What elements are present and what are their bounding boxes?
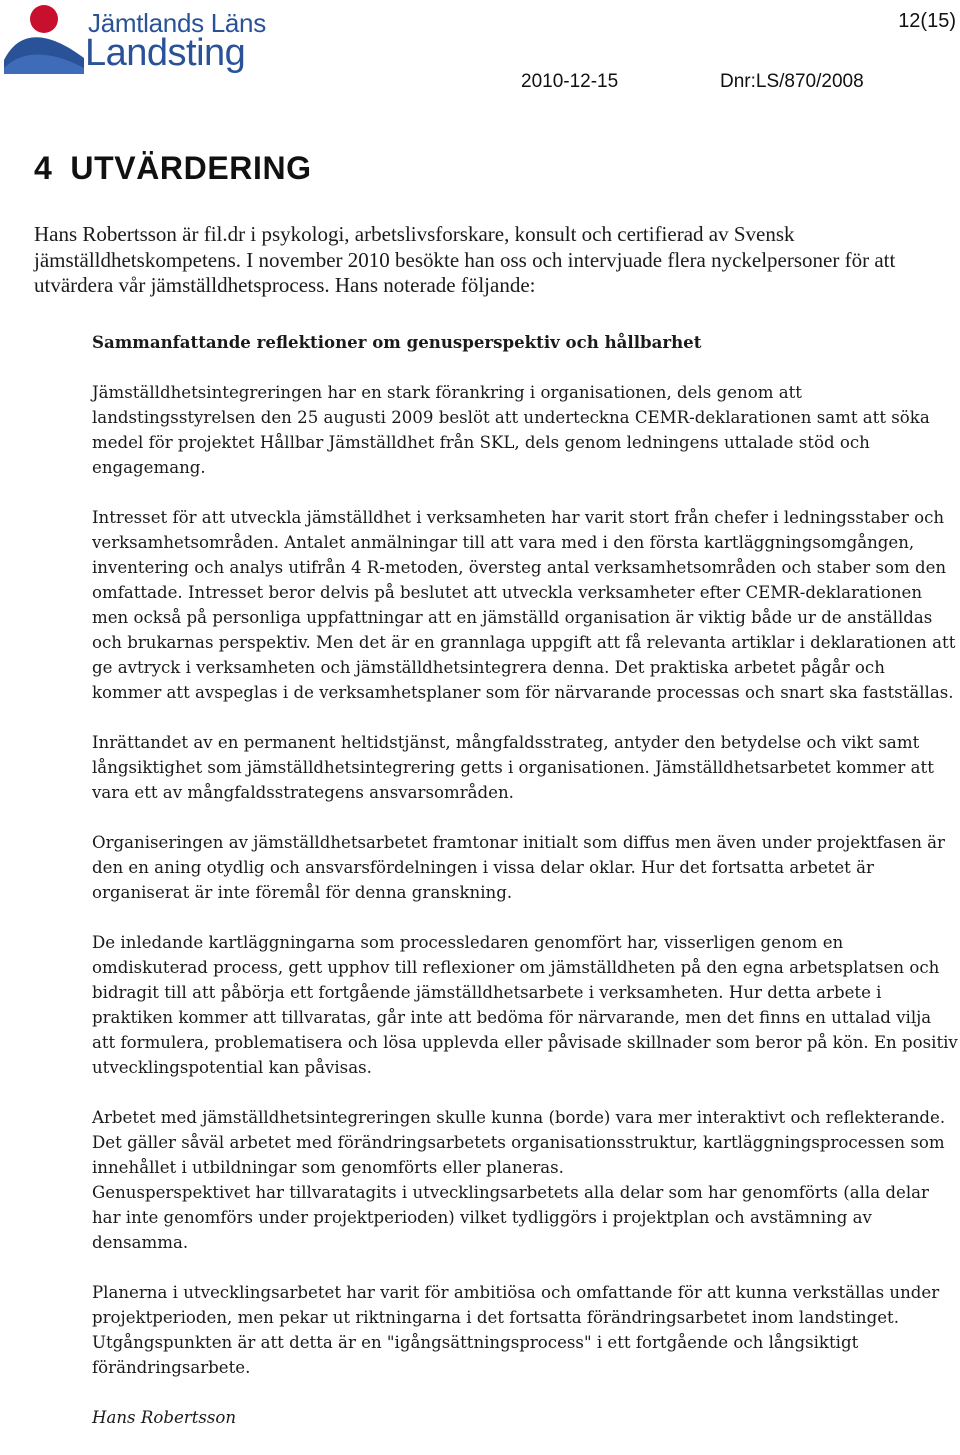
signature: Hans Robertsson — [92, 1408, 237, 1427]
closing-line-2: Genusperspektivet har tillvaratagits i utvecklingsarbetets alla delar som har genomförts (alla delar har inte genomförs under projektperioden) vilket tydliggörs i projektplan och avstämning av densamma. — [92, 1183, 929, 1252]
intro-tail: Hans noterade följande: — [334, 273, 536, 297]
quote-paragraph: Inrättandet av en permanent heltidstjänst, mångfaldsstrateg, antyder den betydelse och vikt samt långsiktighet som jämställdhetsintegrering getts i organisationen. Jämställdhetsarbetet kommer att vara ett av mångfaldsstrategens ansvarsområden. — [92, 733, 934, 802]
logo-text-line1: Jämtlands Läns — [88, 8, 266, 38]
section-number: 4 — [34, 150, 53, 186]
page-number: 12(15) — [898, 10, 956, 32]
evaluation-quote — [92, 330, 958, 1455]
quote-paragraph: Organiseringen av jämställdhetsarbetet framtonar initialt som diffus men även under projektfasen är den en aning otydlig och ansvarsfördelningen i vissa delar oklar. Hur det fortsatta arbetet är organiserat är inte föremål för denna granskning. — [92, 833, 945, 902]
organization-logo — [4, 2, 266, 74]
quote-paragraph: De inledande kartläggningarna som processledaren genomfört har, visserligen genom en omdiskuterad process, gett upphov till reflexioner om jämställdheten på den egna arbetsplatsen och bidragit till att påbörja ett fortgående jämställdhetsarbete i verksamheten. Hur detta arbete i praktiken kommer att tillvaratas, går inte att bedöma för närvarande, men det finns en uttalad vilja att formulera, problematisera och lösa upplevda eller påvisade skillnader som beror på kön. En positiv utvecklingspotential kan påvisas. — [92, 933, 958, 1077]
quote-paragraph-final: Planerna i utvecklingsarbetet har varit för ambitiösa och omfattande för att kunna verkställas under projektperioden, men pekar ut riktningarna i det fortsatta förändringsarbetet inom landstinget. Utgångspunkten är att detta är en "igångsättningsprocess" i ett fortgående och långsiktigt förändringsarbete. — [92, 1283, 940, 1377]
logo-text-line2: Landsting — [85, 32, 246, 74]
intro-paragraph — [34, 222, 956, 299]
section-heading — [34, 150, 312, 187]
quote-title: Sammanfattande reflektioner om genusperspektiv och hållbarhet — [92, 332, 702, 352]
quote-paragraph: Jämställdhetsintegreringen har en stark förankring i organisationen, dels genom att landstingsstyrelsen den 25 augusti 2009 beslöt att underteckna CEMR-deklarationen samt att söka medel för projektet Hållbar Jämställdhet från SKL, dels genom ledningens uttalade stöd och engagemang. — [92, 383, 930, 477]
closing-line-1: Arbetet med jämställdhetsintegreringen skulle kunna (borde) vara mer interaktivt och reflekterande. Det gäller såväl arbetet med förändringsarbetets organisationsstruktur, kartläggningsprocessen som innehållet i utbildningar som genomförts eller planeras. — [92, 1108, 946, 1177]
section-title: UTVÄRDERING — [70, 150, 312, 186]
landsting-emblem-icon — [4, 2, 84, 74]
quote-paragraph: Intresset för att utveckla jämställdhet i verksamheten har varit stort från chefer i ledningsstaber och verksamhetsområden. Antalet anmälningar till att vara med i den första kartläggningsomgången, inventering och analys utifrån 4 R-metoden, översteg antal verksamhetsområden och staber som den omfattade. Intresset beror delvis på beslutet att utveckla verksamheter efter CEMR-deklarationen men också på personliga uppfattningar att en jämställd organisation är viktig både ur de anställdas och brukarnas perspektiv. Men det är en grannlaga uppgift att få relevanta artiklar i deklarationen att ge avtryck i verksamheten och jämställdhetsintegrera denna. Det praktiska arbetet pågår och kommer att avspeglas i de verksamhetsplaner som för närvarande processas och snart ska fastställas. — [92, 508, 956, 702]
document-date: 2010-12-15 — [521, 71, 619, 92]
quote-paragraph-closing — [92, 1105, 958, 1255]
intro-text: Hans Robertsson är fil.dr i psykologi, arbetslivsforskare, konsult och certifierad av Svensk jämställdhetskompetens. I november 2010 besökte han oss och intervjuade flera nyckelpersoner för att utvärdera vår jämställdhetsprocess. — [34, 222, 896, 297]
document-reference: Dnr:LS/870/2008 — [720, 71, 864, 92]
